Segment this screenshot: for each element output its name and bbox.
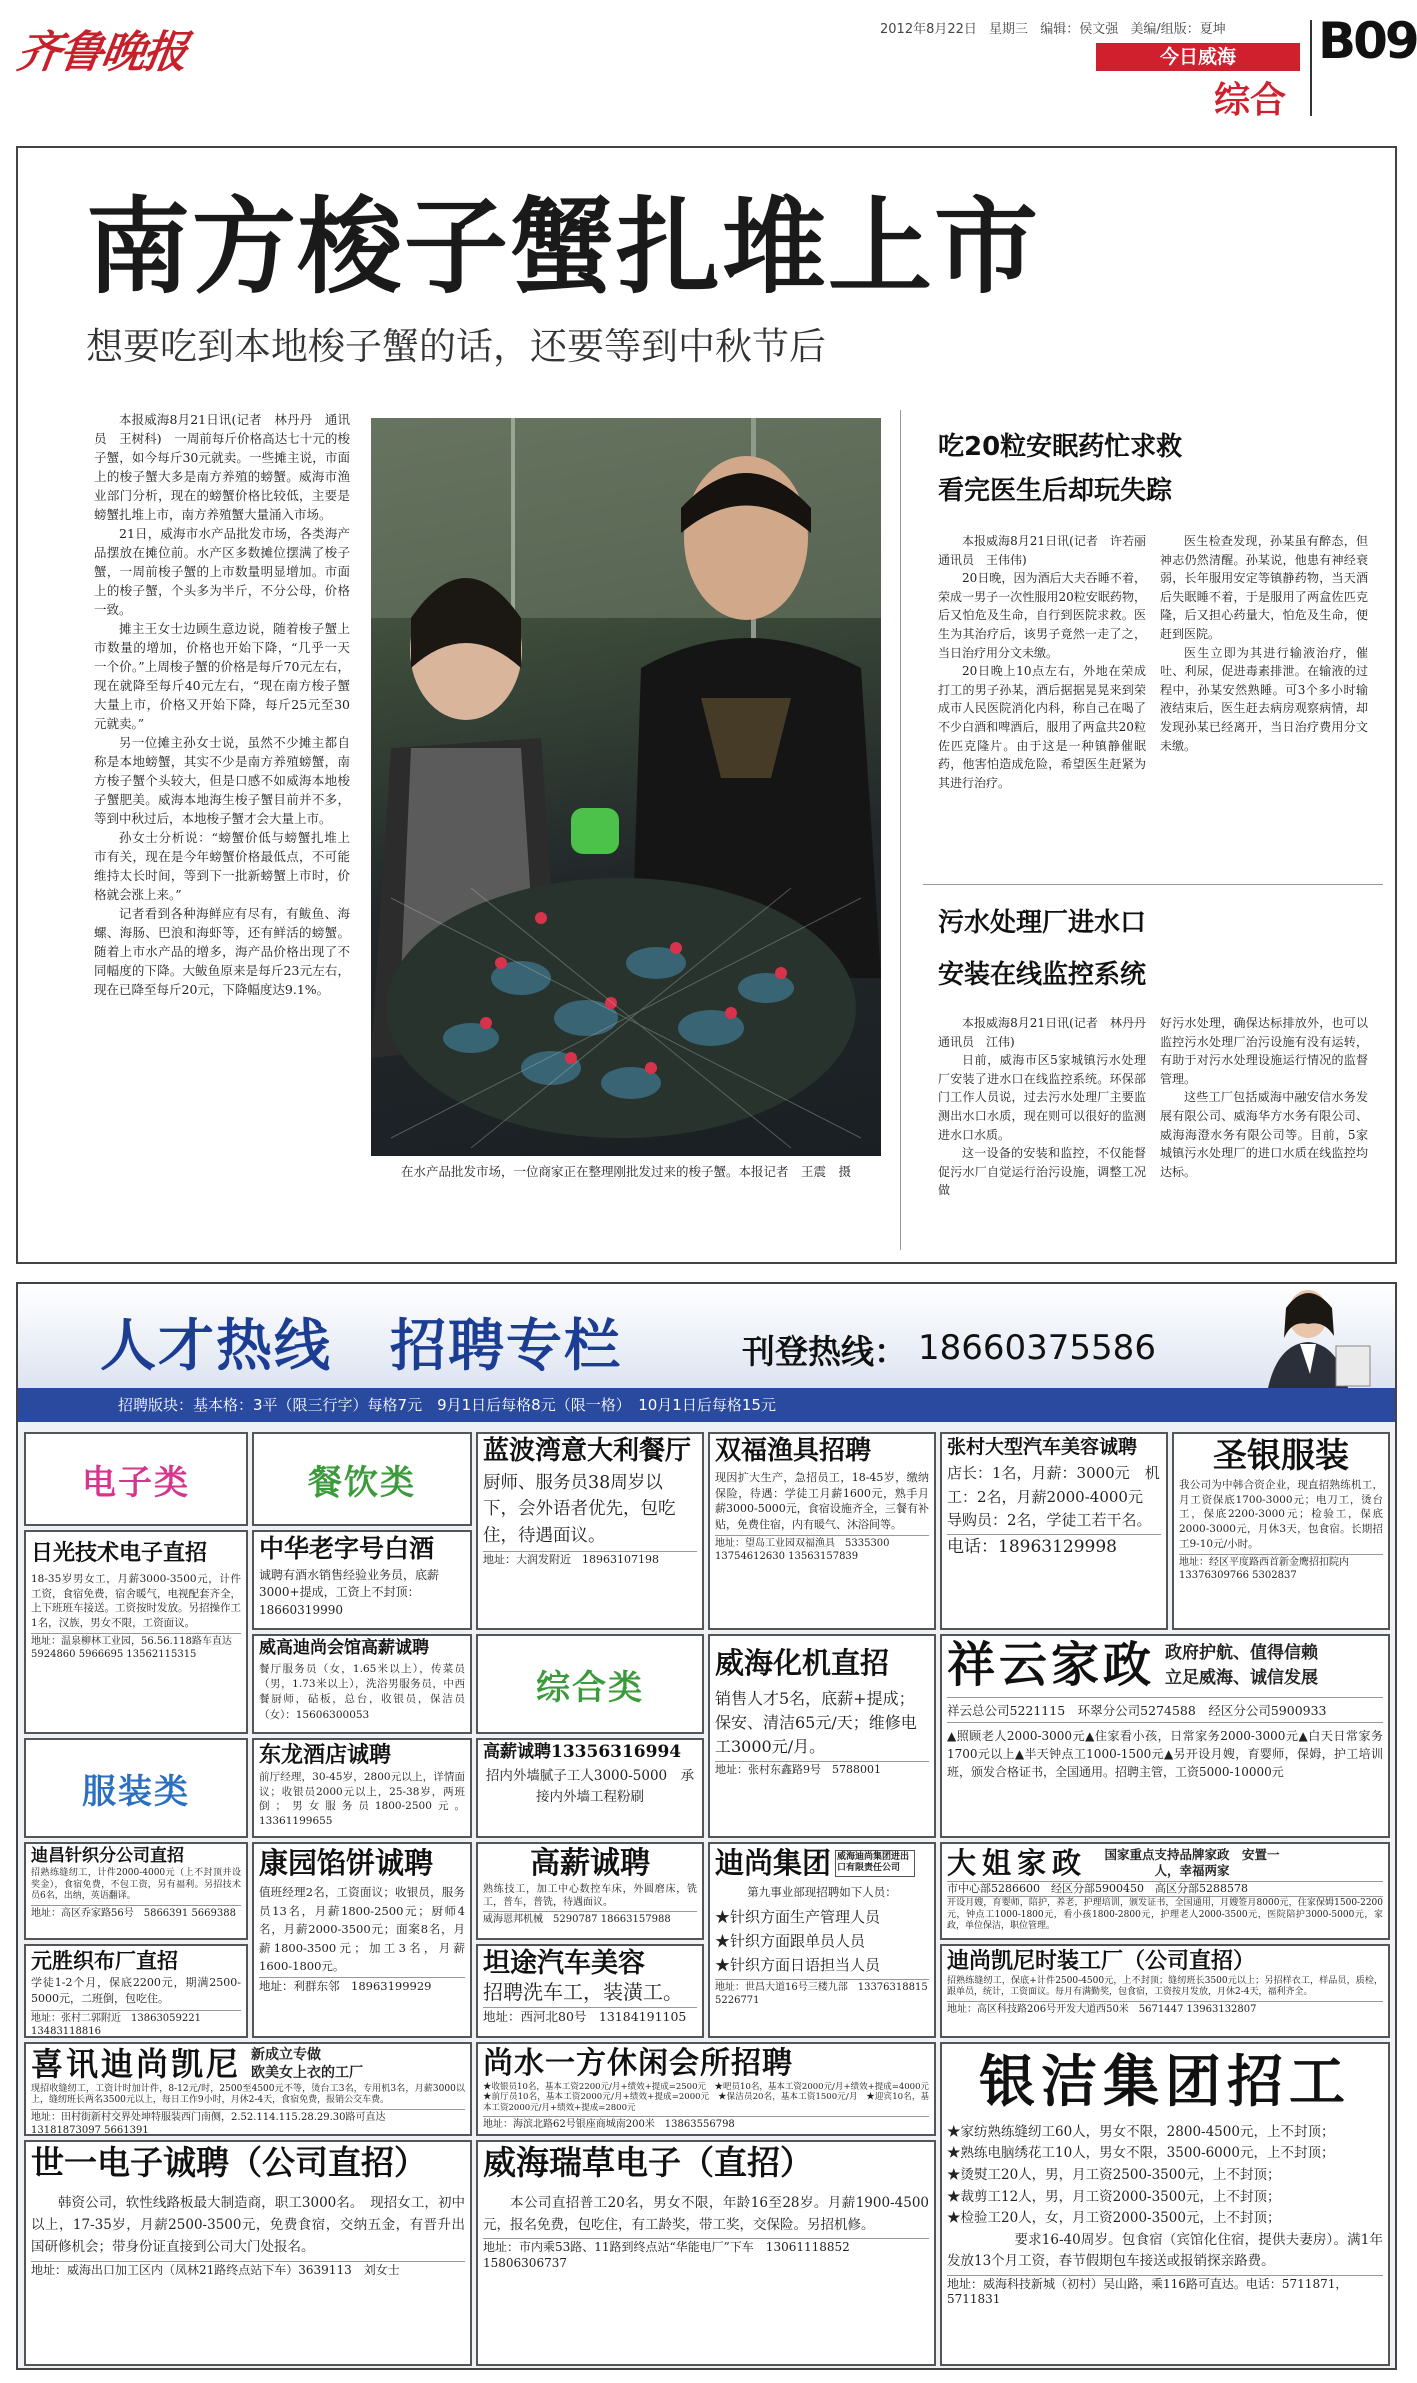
main-para: 孙女士分析说：“螃蟹价低与螃蟹扎堆上市有关，现在是今年螃蟹价格最低点，不可能维持太长时间，等到下一批新螃蟹上市时，价格就会涨上来。” xyxy=(94,830,350,902)
ad-gaoxin2-title: 高薪诚聘 xyxy=(530,1846,650,1881)
ad-yinjie-title: 银洁集团招工 xyxy=(979,2049,1351,2115)
ad-lanbo xyxy=(476,1432,704,1630)
ad-ruicao-footer: 地址：市内乘53路、11路到终点站“华能电厂”下车 13061118852 15806306737 xyxy=(483,2238,929,2271)
ad-weigao-title: 威高迪尚会馆高薪诚聘 xyxy=(259,1638,429,1658)
section-badge: 今日威海 xyxy=(1096,43,1300,71)
ad-yinjie-body: 要求16-40周岁。包食宿（宾馆化住宿，提供夫妻房）。满1年发放13个月工资，春节假期包车接送或报销探亲路费。 xyxy=(947,2231,1383,2270)
ad-zhonghua-title: 中华老字号白酒 xyxy=(259,1534,435,1563)
story3-col-2 xyxy=(1160,1014,1368,1254)
issue-editor: 编辑：侯文强 xyxy=(1040,22,1119,37)
ad-donglong-title: 东龙酒店诚聘 xyxy=(259,1742,392,1768)
ad-shiyi-footer: 地址：威海出口加工区内（凤林21路终点站下车）3639113 刘女士 xyxy=(31,2261,465,2279)
story2-col-1 xyxy=(938,532,1159,882)
ad-weigao xyxy=(252,1634,472,1734)
main-para: 另一位摊主孙女士说，虽然不少摊主都自称是本地螃蟹，其实不少是南方养殖螃蟹，南方梭子蟹个头较大，但是口感不如威海本地梭子蟹肥美。威海本地海生梭子蟹目前并不多，等到中秋过后，本地梭子蟹才会大量上市。 xyxy=(94,735,350,826)
headline: 南方梭子蟹扎堆上市 xyxy=(86,186,1041,308)
ad-lanbo-title: 蓝波湾意大利餐厅 xyxy=(483,1436,692,1466)
main-body xyxy=(94,410,350,1240)
ad-yinjie-item: ★熟练电脑绣花工10人，男女不限，3500-6000元，上不封顶； xyxy=(947,2145,1335,2162)
ad-zhonghua xyxy=(252,1530,472,1630)
story2-para: 20日晚上10点左右，外地在荣成打工的男子孙某，酒后据据晃晃来到荣成市人民医院消化内科，称自己在喝了不少白酒和啤酒后，服用了两盒共20粒佐匹克隆片。由于这是一种镇静催眠药，他害怕造成危险，希望医生赶紧为其进行治疗。 xyxy=(938,664,1146,790)
ad-xixun xyxy=(24,2042,472,2136)
newspaper-logo: 齐鲁晚报 xyxy=(13,27,189,78)
ad-zhangcun-body: 店长：1名，月薪：3000元 机工：2名，月薪2000-4000元 导购员：2名，学徒工若干名。 xyxy=(947,1464,1160,1529)
story2-para: 医生检查发现，孙某虽有醉态，但神志仍然清醒。孙某说，他患有神经衰弱，长年服用安定等镇静药物，当天酒后失眠睡不着，于是服用了两盒佐匹克隆，后又担心药量大，怕危及生命，便赶到医院。 xyxy=(1160,534,1368,641)
ad-kangyuan-body: 值班经理2名，工资面议；收银员，服务员13名，月薪1800-2500元；厨师4名，月薪2000-3500元；面案8名，月薪1800-3500元；加工3名，月薪1600-1800元。 xyxy=(259,1885,465,1974)
story3-title-1: 污水处理厂进水口 xyxy=(938,908,1147,938)
ad-ruicao-title: 威海瑞草电子（直招） xyxy=(483,2143,813,2182)
ad-zhangcun xyxy=(940,1432,1168,1630)
ad-xixun-footer: 地址：田村街新村交界处坤特服装西门南侧，2.52.114.115.28.29.30路可直达 13181873097 5661391 xyxy=(31,2109,465,2137)
ad-dishangkn-title: 迪尚凯尼时装工厂（公司直招） xyxy=(947,1948,1256,1974)
story2-para: 医生立即为其进行输液治疗，催吐、利尿，促进毒素排泄。在输液的过程中，孙某安然熟睡。可3个多小时输液结束后，医生赶去病房观察病情，却发现孙某已经离开，当日治疗费用分文未缴。 xyxy=(1160,645,1368,753)
story2-col-2 xyxy=(1160,532,1368,882)
ad-zhangcun-footer: 电话：18963129998 xyxy=(947,1534,1161,1558)
ad-gaoxin1-title: 高薪诚聘13356316994 xyxy=(483,1742,682,1762)
story2-para: 本报威海8月21日讯(记者 许若丽 通讯员 王伟伟) xyxy=(938,534,1159,567)
ad-dajie-branches: 市中心部5286600 经区分部5900450 高区分部5288578 xyxy=(947,1881,1383,1898)
ad-ruicao-body: 本公司直招普工20名，男女不限，年龄16至28岁。月薪1900-4500元，报名免费，包吃住，有工龄奖，带工奖，交保险。另招机修。 xyxy=(483,2194,929,2234)
category-apparel: 服装类 xyxy=(24,1738,248,1838)
ad-dichang-footer: 地址：高区乔家路56号 5866391 5669388 xyxy=(31,1905,241,1920)
ad-shiyi-body: 韩资公司，软性线路板最大制造商，职工3000名。 现招女工，初中以上，17-35岁，月薪2500-3500元，免费食宿，交纳五金，有晋升出国研修机会；带身份证直接到公司大门处报名。 xyxy=(31,2194,465,2256)
ad-shengyin-title: 圣银服装 xyxy=(1213,1436,1349,1476)
ad-dishang-item: ★针织方面跟单员人员 xyxy=(715,1931,866,1950)
ad-lanbo-footer: 地址：大润发附近 18963107198 xyxy=(483,1551,697,1567)
ad-yuansheng-footer: 地址：张村二郭附近 13863059221 13483118816 xyxy=(31,2010,241,2038)
ad-lanbo-body: 厨师、服务员38周岁以下，会外语者优先，包吃住，待遇面议。 xyxy=(483,1473,676,1546)
ad-shangshui-body: ★收银员10名，基本工资2200元/月+绩效+提成=2500元 ★吧员10名，基本工资2000元/月+绩效+提成=4000元 ★前厅员10名，基本工资2000元/月+绩效+提成=2000元 ★保洁员20名，基本工资1500元/月 ★迎宾10名，基本工资2000元/月+绩效+提成=2800元 xyxy=(483,2081,938,2114)
ad-xiangyun-slogan: 立足威海、诚信发展 xyxy=(1165,1667,1319,1688)
ad-riguang-footer: 地址：温泉柳林工业园，56.56.118路车直达 5924860 5966695 13562115315 xyxy=(31,1633,241,1661)
ad-yuansheng-body: 学徒1-2个月，保底2200元，期满2500-5000元，二班倒，包吃住。 xyxy=(31,1975,241,2006)
ad-huagong-footer: 地址：张村东鑫路9号 5788001 xyxy=(715,1761,929,1777)
ad-shangshui xyxy=(476,2042,936,2136)
ad-xiangyun xyxy=(940,1634,1390,1838)
story2-title-2: 看完医生后却玩失踪 xyxy=(938,476,1173,506)
ad-weigao-body: 餐厅服务员（女，1.65米以上），传菜员（男，1.73米以上），洗浴男服务员，中西餐厨师，砧板，总台，收银员，保洁员（女）：15606300053 xyxy=(259,1663,465,1721)
crab-photo-illustration xyxy=(371,418,881,1156)
ad-zhonghua-body: 诚聘有酒水销售经验业务员，底薪3000+提成，工资上不封顶：18660319990 xyxy=(259,1568,440,1617)
ad-riguang-body: 18-35岁男女工，月薪3000-3500元，计件工资，食宿免费，宿舍暖气，电视配套齐全，上下班班车接送。工资按时发放。另招操作工1名，汉族，男女不限，工资面议。 xyxy=(31,1572,241,1630)
main-para: 摊主王女士边顾生意边说，随着梭子蟹上市数量的增加，价格也开始下降，“几乎一天一个价。”上周梭子蟹的价格是每斤70元左右，现在就降至每斤40元左右，“现在南方梭子蟹大量上市，价格又开始下降，每斤25元至30元就卖。” xyxy=(94,621,350,731)
ad-tanjiu-title: 坦途汽车美容 xyxy=(483,1948,645,1979)
ad-dishang-title: 迪尚集团 xyxy=(715,1846,832,1880)
crab-photo xyxy=(371,418,881,1156)
page-number: B09 xyxy=(1318,12,1417,70)
ad-dajie xyxy=(940,1842,1390,1940)
ad-dajie-header xyxy=(947,1847,1383,1880)
story2-para: 20日晚，因为酒后大夫吞睡不着，荣成一男子一次性服用20粒安眠药物，后又怕危及生命，自行到医院求救。医生为其治疗后，该男子竟然一走了之，当日治疗用分文未缴。 xyxy=(938,571,1146,660)
ad-riguang xyxy=(24,1530,248,1734)
ad-dishang-header xyxy=(715,1847,929,1879)
ad-yinjie xyxy=(940,2042,1390,2366)
ad-huagong-title: 威海化机直招 xyxy=(715,1646,890,1680)
ad-gaoxin1 xyxy=(476,1738,704,1838)
pricing-text: 招聘版块：基本格：3平（限三行字）每格7元 9月1日后每格8元（限一格） 10月1日后每格15元 xyxy=(118,1396,776,1414)
ad-kangyuan-title: 康园馅饼诚聘 xyxy=(259,1846,434,1880)
column-name: 综合 xyxy=(1213,80,1286,121)
ad-gaoxin2 xyxy=(476,1842,704,1940)
ad-dishang xyxy=(708,1842,936,2038)
ad-xiangyun-title: 祥云家政 xyxy=(947,1637,1156,1693)
ad-dishang-body: 第九事业部现招聘如下人员： xyxy=(747,1885,897,1900)
ad-huagong xyxy=(708,1634,936,1838)
ad-dichang xyxy=(24,1842,248,1940)
ad-dishangkn xyxy=(940,1944,1390,2038)
ad-yuansheng-title: 元胜织布厂直招 xyxy=(31,1948,178,1973)
ad-ruicao xyxy=(476,2140,936,2366)
ad-riguang-title: 日光技术电子直招 xyxy=(31,1540,208,1566)
ad-xiangyun-body: ▲照顾老人2000-3000元▲住家看小孩，日常家务2000-3000元▲白天日常家务1700元以上▲半天钟点工1000-1500元▲另开设月嫂，育婴师，保姆，护工培训班，颁发合格证书，全国通用。招聘主管，工资5000-10000元 xyxy=(947,1728,1383,1779)
ad-yuansheng xyxy=(24,1944,248,2038)
ad-donglong-body: 前厅经理，30-45岁，2800元以上，详情面议；收银员2000元以上，25-38岁，两班倒；男女服务员1800-2500元。13361199655 xyxy=(259,1770,465,1828)
ad-xixun-header xyxy=(31,2047,465,2083)
photo-caption: 在水产品批发市场，一位商家正在整理刚批发过来的梭子蟹。本报记者 王震 摄 xyxy=(401,1164,852,1179)
ad-shuangfu-footer: 地址：望岛工业园双福渔具 5335300 13754612630 13563157839 xyxy=(715,1535,929,1563)
main-article xyxy=(16,146,1397,1264)
ad-shangshui-title: 尚水一方休闲会所招聘 xyxy=(483,2046,793,2081)
ad-tanjiu-footer: 地址：西河北80号 13184191105 xyxy=(483,2007,697,2025)
masthead-divider xyxy=(1310,20,1312,116)
story3-title-2: 安装在线监控系统 xyxy=(938,960,1147,990)
ad-shengyin-footer: 地址：经区平度路西首新金鹰招扣院内 13376309766 5302837 xyxy=(1179,1554,1383,1582)
ad-gaoxin2-footer: 威海恩邦机械 5290787 18663157988 xyxy=(483,1911,697,1926)
story3-para: 日前，威海市区5家城镇污水处理厂安装了进水口在线监控系统。环保部门工作人员说，过去污水处理厂主要监测出水口水质，现在则可以很好的监测进水口水质。 xyxy=(938,1053,1146,1142)
issue-date: 2012年8月22日 xyxy=(880,22,977,37)
ad-shiyi-title: 世一电子诚聘（公司直招） xyxy=(31,2143,427,2182)
ad-gaoxin1-body: 招内外墙腻子工人3000-5000 承接内外墙工程粉刷 xyxy=(485,1768,695,1805)
ad-yinjie-item: ★检验工20人，女，月工资2000-3500元，上不封顶； xyxy=(947,2210,1281,2227)
ad-dishangkn-body: 招熟练缝纫工，保底+计件2500-4500元，上不封顶；缝纫班长3500元以上；另招样衣工，样品员，质检，跟单员，统计，工资面议。每月有满勤奖，包食宿，工资按月发放，月休2-4天，福利齐全。 xyxy=(947,1975,1383,1998)
businesswoman-illustration xyxy=(1238,1284,1388,1388)
ad-dajie-title: 大姐家政 xyxy=(947,1846,1088,1881)
category-electronics: 电子类 xyxy=(24,1432,248,1526)
ad-yinjie-item: ★家纺熟练缝纫工60人，男女不限，2800-4500元，上不封顶； xyxy=(947,2123,1335,2140)
ad-yinjie-item: ★裁剪工12人，男，月工资2000-3500元，上不封顶； xyxy=(947,2188,1281,2205)
issue-info xyxy=(880,18,1300,37)
masthead xyxy=(0,0,1417,126)
ad-zhangcun-title: 张村大型汽车美容诚聘 xyxy=(947,1436,1138,1458)
story3-col-1 xyxy=(938,1014,1159,1254)
story3-para: 这一设备的安装和监控，不仅能督促污水厂自觉运行治污设施，调整工况做 xyxy=(938,1146,1146,1198)
ad-shuangfu-body: 现因扩大生产，急招员工，18-45岁，缴纳保险，待遇：学徒工月薪1600元，熟手月薪3000-5000元，食宿设施齐全，三餐有补贴，免费住宿，内有暖气、沐浴间等。 xyxy=(715,1471,929,1531)
ad-xixun-title: 喜讯迪尚凯尼 xyxy=(31,2045,242,2083)
ad-dishang-item: ★针织方面日语担当人员 xyxy=(715,1955,881,1974)
ad-dishang-tag: 威海迪尚集团进出口有限责任公司 xyxy=(835,1850,915,1877)
category-catering: 餐饮类 xyxy=(252,1432,472,1526)
ad-shuangfu xyxy=(708,1432,936,1630)
story2-title-1: 吃20粒安眠药忙求救 xyxy=(938,432,1183,462)
ad-xiangyun-slogans xyxy=(1165,1641,1318,1690)
ad-shengyin-body: 我公司为中韩合资企业，现直招熟练机工，月工资保底1700-3000元；电刀工，烫台工，保底2200-3000元；检验工，保底2000-3000元，月休3天，包食宿。长期招工9-10元/小时。 xyxy=(1179,1479,1383,1550)
hotline-number: 18660375586 xyxy=(918,1328,1156,1368)
ad-kangyuan-footer: 地址：利群东邻 18963199929 xyxy=(259,1977,465,1994)
ad-huagong-body: 销售人才5名，底薪+提成；保安、清洁65元/天；维修电工3000元/月。 xyxy=(715,1689,917,1757)
story3-para: 本报威海8月21日讯(记者 林丹丹 通讯员 江伟) xyxy=(938,1016,1159,1049)
ad-yinjie-item: ★烫熨工20人，男，月工资2500-3500元，上不封顶； xyxy=(947,2166,1281,2183)
ad-xixun-slogan: 新成立专做 xyxy=(251,2047,322,2064)
ad-section xyxy=(16,1282,1397,2370)
ad-yinjie-footer: 地址：威海科技新城（初村）吴山路，乘116路可直达。电话：5711871，5711831 xyxy=(947,2275,1383,2308)
ad-xixun-slogan: 欧美女上衣的工厂 xyxy=(251,2064,364,2081)
ad-dajie-body: 开设月嫂，育婴师，陪护，养老，护理培训，颁发证书，全国通用，月嫂签月8000元，住家保姆1500-2200元，钟点工1000-1800元，看小孩1800-2800元，护理老人2000-3500元，医院陪护3000-5000元，家政，单位保洁，职位管理。 xyxy=(947,1898,1383,1932)
ad-donglong xyxy=(252,1738,472,1838)
ad-dichang-title: 迪昌针织分公司直招 xyxy=(31,1846,184,1866)
main-para: 记者看到各种海鲜应有尽有，有鲅鱼、海螺、海肠、巴浪和海虾等，还有鲜活的螃蟹。随着上市水产品的增多，海产品价格出现了不同幅度的下降。大鲅鱼原来是每斤23元左右，现在已降至每斤20元，下降幅度达9.1%。 xyxy=(94,906,350,997)
issue-designer: 美编/组版：夏坤 xyxy=(1130,22,1226,37)
ad-xiangyun-branches: 祥云总公司5221115 环翠分公司5274588 经区分公司5900933 xyxy=(947,1697,1383,1723)
ad-kangyuan xyxy=(252,1842,472,2038)
ad-dajie-slogan: 国家重点支持品牌家政 安置一人，幸福两家 xyxy=(1104,1847,1280,1879)
main-para: 本报威海8月21日讯(记者 林丹丹 通讯员 王树科) 一周前每斤价格高达七十元的梭子蟹，如今每斤30元就卖。一些摊主说，市面上的梭子蟹大多是南方养殖的螃蟹。威海市渔业部门分析，现在的螃蟹价格比较低，主要是螃蟹扎堆上市，南方养殖蟹大量涌入市场。 xyxy=(94,412,350,522)
ad-shengyin xyxy=(1172,1432,1390,1630)
column-divider xyxy=(900,410,901,1250)
ad-xiangyun-header xyxy=(947,1639,1383,1693)
issue-weekday: 星期三 xyxy=(989,22,1029,37)
ad-dichang-body: 招熟练缝纫工，计件2000-4000元（上不封顶并设奖金），食宿免费，不包工资，另有福利。另招技术员6名，出纳，英语翻译。 xyxy=(31,1868,241,1902)
main-para: 21日，威海市水产品批发市场，各类海产品摆放在摊位前。水产区多数摊位摆满了梭子蟹，一周前梭子蟹的上市数量明显增加。市面上的梭子蟹，个头多为半斤，不分公母，价格一致。 xyxy=(94,526,350,617)
ad-xixun-slogans xyxy=(251,2047,363,2082)
ad-shangshui-footer: 地址：海滨北路62号银座商城南200米 13863556798 xyxy=(483,2116,929,2131)
ad-banner-title: 人才热线 招聘专栏 xyxy=(100,1314,622,1379)
story3-para: 好污水处理，确保达标排放外，也可以监控污水处理厂治污设施有没有运转，有助于对污水处理设施运行情况的监督管理。 xyxy=(1160,1016,1368,1086)
story-divider xyxy=(923,884,1383,885)
ad-banner xyxy=(18,1284,1395,1388)
category-general: 综合类 xyxy=(476,1634,704,1734)
ad-dishang-footer: 地址：世昌大道16号三楼九部 13376318815 5226771 xyxy=(715,1979,929,2007)
ad-shiyi xyxy=(24,2140,472,2366)
ad-gaoxin2-body: 熟练技工，加工中心数控车床，外圆磨床，铣工，普车，普铣，待遇面议。 xyxy=(483,1883,697,1908)
ad-dishang-item: ★针织方面生产管理人员 xyxy=(715,1907,881,1926)
ad-xixun-body: 现招收缝纫工，工资计时加计件，8-12元/时，2500至4500元不等，烫台工3名，专用机3名，月薪3000以上，缝纫班长两名3500元以上，每日工作9小时，月休2-4天，食宿免费，报销公交车费。 xyxy=(31,2083,465,2106)
ad-tanjiu-body: 招聘洗车工，装潢工。 xyxy=(483,1980,683,2005)
hotline-label: 刊登热线： xyxy=(742,1332,907,1371)
ad-tanjiu xyxy=(476,1944,704,2038)
ad-shuangfu-title: 双福渔具招聘 xyxy=(715,1436,872,1466)
pricing-bar xyxy=(18,1388,1395,1422)
story3-para: 这些工厂包括威海中融安信水务发展有限公司、威海华方水务有限公司、威海海澄水务有限公司等。目前，5家城镇污水处理厂的进口水质在线监控均达标。 xyxy=(1160,1090,1368,1179)
subhead: 想要吃到本地梭子蟹的话，还要等到中秋节后 xyxy=(86,325,826,368)
ad-dishangkn-footer: 地址：高区科技路206号开发大道西50米 5671447 13963132807 xyxy=(947,2001,1383,2016)
ad-xiangyun-slogan: 政府护航、值得信赖 xyxy=(1165,1643,1319,1664)
